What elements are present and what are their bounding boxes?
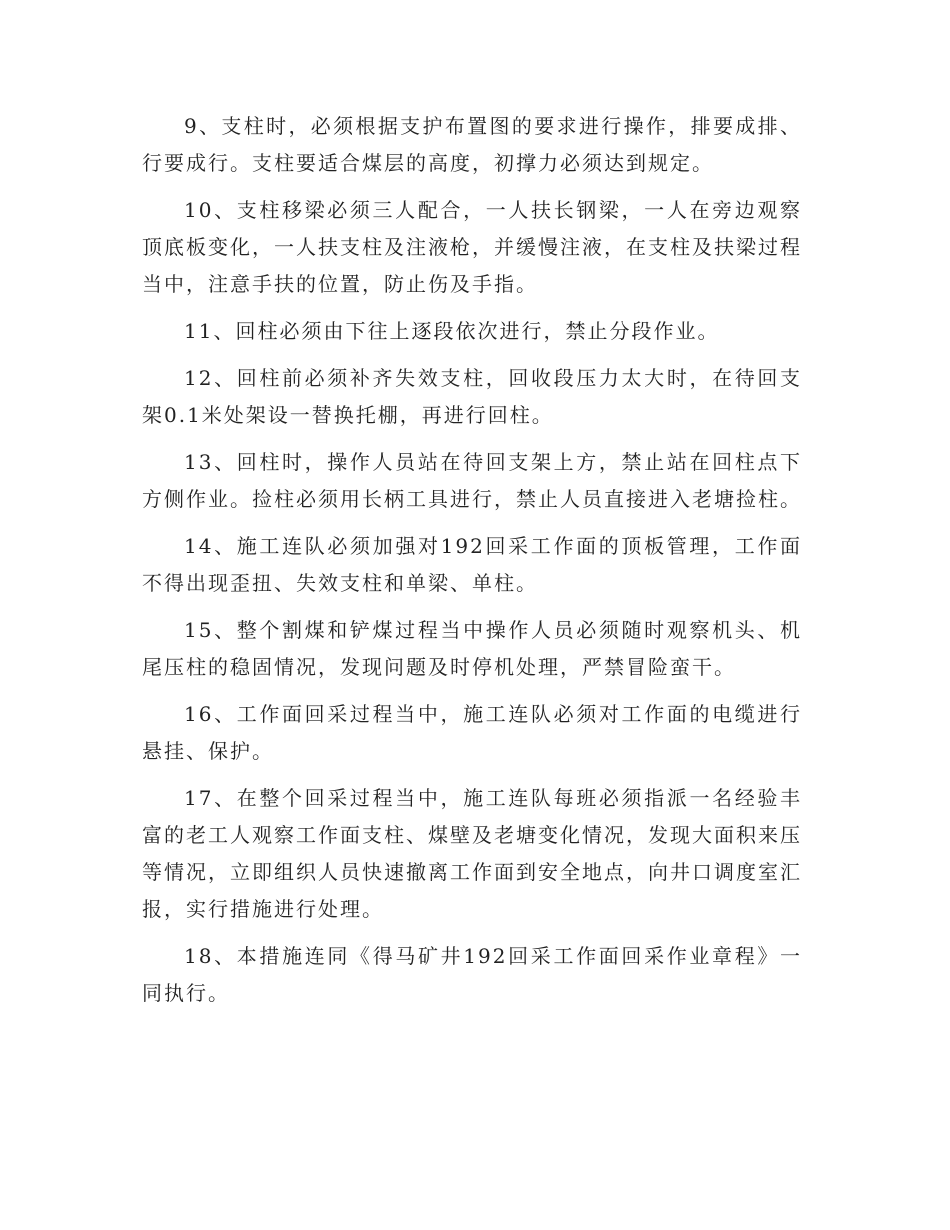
paragraph-item-14: 14、施工连队必须加强对192回采工作面的顶板管理，工作面不得出现歪扭、失效支柱和单梁、单柱。	[142, 534, 802, 595]
paragraph-item-13: 13、回柱时，操作人员站在待回支架上方，禁止站在回柱点下方侧作业。捡柱必须用长柄工具进行，禁止人员直接进入老塘捡柱。	[142, 450, 802, 511]
paragraph-item-17: 17、在整个回采过程当中，施工连队每班必须指派一名经验丰富的老工人观察工作面支柱、煤壁及老塘变化情况，发现大面积来压等情况，立即组织人员快速撤离工作面到安全地点，向井口调度室汇报，实行措施进行处理。	[142, 786, 802, 921]
paragraph-item-11: 11、回柱必须由下往上逐段依次进行，禁止分段作业。	[184, 319, 720, 343]
paragraph-item-15: 15、整个割煤和铲煤过程当中操作人员必须随时观察机头、机尾压柱的稳固情况，发现问题及时停机处理，严禁冒险蛮干。	[142, 618, 802, 679]
paragraph-item-16: 16、工作面回采过程当中，施工连队必须对工作面的电缆进行悬挂、保护。	[142, 702, 802, 763]
paragraph-item-10: 10、支柱移梁必须三人配合，一人扶长钢梁，一人在旁边观察顶底板变化，一人扶支柱及注液枪，并缓慢注液，在支柱及扶梁过程当中，注意手扶的位置，防止伤及手指。	[142, 198, 802, 296]
document-body	[142, 108, 802, 1022]
paragraph-item-9: 9、支柱时，必须根据支护布置图的要求进行操作，排要成排、行要成行。支柱要适合煤层的高度，初撑力必须达到规定。	[142, 114, 802, 175]
paragraph-item-18: 18、本措施连同《得马矿井192回采工作面回采作业章程》一同执行。	[142, 944, 802, 1005]
paragraph-item-12: 12、回柱前必须补齐失效支柱，回收段压力太大时，在待回支架0.1米处架设一替换托棚，再进行回柱。	[142, 366, 802, 427]
